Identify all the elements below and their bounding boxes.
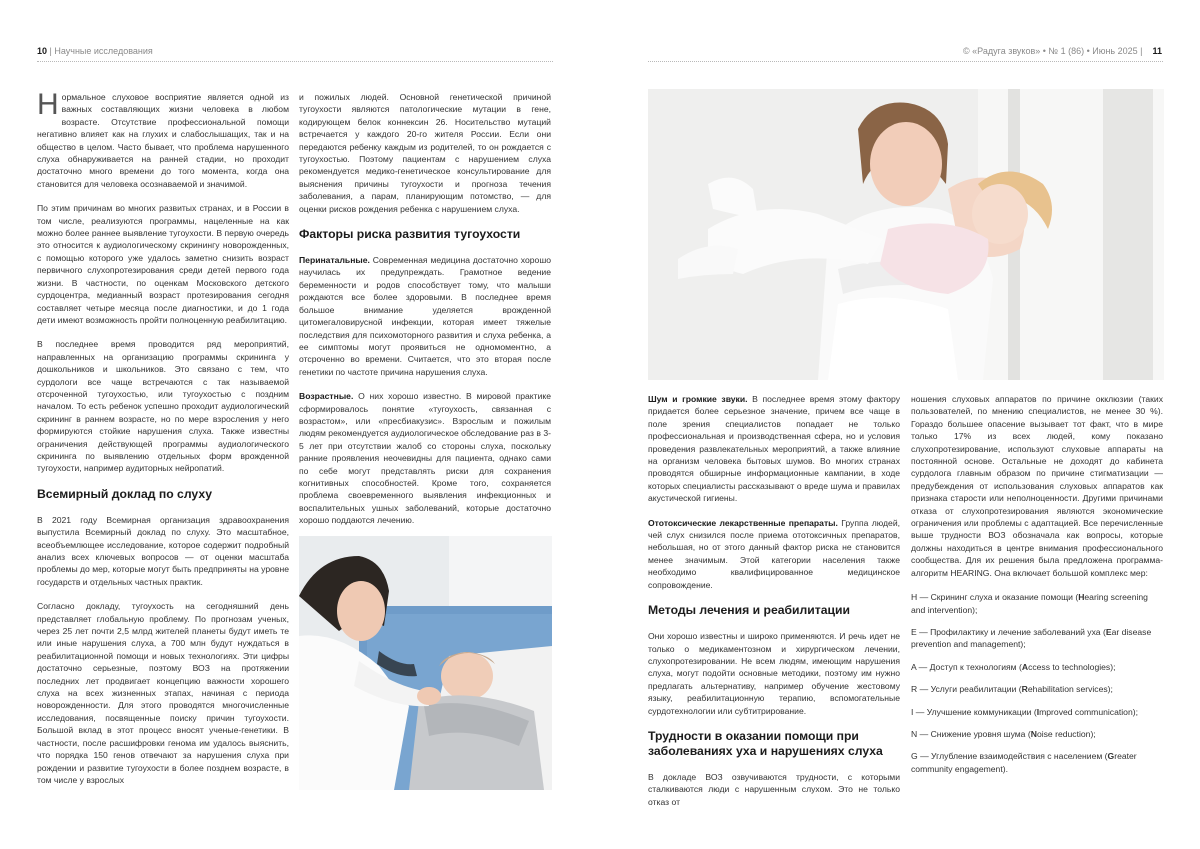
item-letter: R [1021, 684, 1028, 695]
section-heading-world-report: Всемирный доклад по слуху [37, 486, 213, 501]
paragraph: и пожилых людей. Основной генетической причиной тугоухости являются патологические мутации в гене, кодирующем белок коннексин 26. Носительство мутаций встречается у каждого 20-го жителя России. Если они передаются ребенку каждым из родителей, то он рождается с тугоухостью. Поэтому пациентам с нарушением слуха рекомендуется медико-генетическое консультирование для выяснения причины тугоухости и прогноза течения заболевания, а парам, планирующим потомство, — для оценки рисков рождения ребенка с нарушением слуха. [299, 92, 551, 214]
doctor-infant-illustration [299, 536, 552, 790]
hearing-item-a [911, 661, 1163, 673]
item-text: ehabilitation services); [1027, 684, 1113, 695]
hearing-item-i [911, 706, 1163, 718]
item-letter: A [1021, 661, 1029, 672]
photo-doctor-examining-infant [299, 536, 552, 790]
hearing-item-h [911, 591, 1163, 616]
paragraph-text: О них хорошо известно. В мировой практике сформировалось понятие «тугоухость, связанная с возрастом», или «пресбиакузис». Взрослым и пожилым людям рекомендуется аудиологическое обследование раз в 3-5 лет при отсутствии жалоб со стороны слуха, поскольку ранние проявления неочевидны для пациента, однако сами по себе могут представлять риски для сохранения когнитивных способностей. Кроме того, сохраняется проблема своевременного выявления инфекционных и воспалительных ушных заболеваний, которые достаточно хорошо поддаются лечению. [299, 391, 551, 526]
article-column-4 [911, 393, 1163, 785]
item-text: ccess to technologies); [1028, 661, 1116, 672]
paragraph: Они хорошо известны и широко применяются. И речь идет не только о медикаментозном и хирургическом лечении, слухопротезировании. Не всем людям, имеющим нарушения слуха, могут подойти основные методики, поэтому им нужно предлагать альтернативу, например обучение жестовому языку, реабилитационную терапию, вспомогательные сурдотехнологии или субтитрирование. [648, 631, 900, 716]
paragraph-noise [648, 393, 900, 505]
paragraph: ношения слуховых аппаратов по причине окклюзии (таких пользователей, по мнению специалистов, не менее 30 %). Гораздо большее опасение вызывает тот факт, что в мире только 17% из всех людей, кому показано слухопротезирование, используют слуховые аппараты на постоянной основе. Остальные не доходят до кабинета сурдолога главным образом по причине стигматизации — предубеждения от использования слуховых аппаратов как признака старости или неполноценности. Другими причинами отказа от слухопротезирования являются экономические ограничения или проблемы с адаптацией. Все перечисленные выше трудности ВОЗ обозначала как вопросы, которые должны находиться в центре внимания профессионального сообщества. Для их решения была предложена программа-алгоритм HEARING. Она включает большой комплекс мер: [911, 394, 1163, 578]
item-text: oise reduction); [1036, 728, 1096, 739]
item-text: mproved communication); [1039, 706, 1138, 717]
left-section-title: | Научные исследования [47, 46, 153, 56]
lead-in-ototoxic: Ототоксические лекарственные препараты. [648, 517, 838, 528]
item-text: I — Улучшение коммуникации ( [911, 706, 1037, 717]
article-column-3 [648, 393, 900, 808]
item-letter: H [1078, 592, 1085, 603]
paragraph-text: В последнее время этому фактору придается более серьезное значение, причем все чаще в поле зрения специалистов попадает не только профессиональная и производственная сфера, но и условия проведения развлекательных мероприятий, а также влияние на организм человека бытовых шумов. Во многих странах проводятся обширные информационные кампании, в ходе которых специалисты рассказывают о вреде шума и правилах акустической гигиены. [648, 394, 900, 504]
hearing-item-g [911, 750, 1163, 775]
right-running-header [963, 46, 1162, 56]
lead-in-noise: Шум и громкие звуки. [648, 394, 748, 404]
item-text: earing screening and intervention); [911, 592, 1148, 615]
item-text: reater community engagement). [911, 751, 1137, 774]
left-running-header [37, 46, 153, 56]
left-header-divider [37, 61, 553, 62]
item-text: H — Скрининг слуха и оказание помощи ( [911, 592, 1079, 603]
item-text: A — Доступ к технологиям ( [911, 661, 1022, 672]
paragraph-age [299, 390, 551, 526]
item-text: ar disease prevention and management); [911, 626, 1152, 650]
lead-in-perinatal: Перинатальные. [299, 255, 370, 266]
intro-text: ормальное слуховое восприятие является одной из важных составляющих жизни человека в любом возрасте. Отсутствие профессиональной помощи негативно влияет как на глухих и слабослышащих, так и на общество в целом. Часто бывает, что проблема нарушенного слуха обнаруживается на ранней стадии, но проходит достаточно много времени до того момента, когда она становится для человека осознаваемой и значимой. [37, 92, 289, 189]
drop-cap: Н [37, 88, 59, 121]
mother-child-illustration [648, 89, 1164, 380]
hearing-program-list [911, 591, 1163, 775]
hearing-item-r [911, 683, 1163, 695]
item-text: G — Углубление взаимодействия с населением ( [911, 751, 1108, 762]
hearing-item-n [911, 728, 1163, 740]
item-letter: I [1036, 706, 1040, 717]
item-text: N — Снижение уровня шума ( [911, 728, 1031, 739]
item-letter: G [1107, 751, 1115, 762]
paragraph: Согласно докладу, тугоухость на сегодняшний день представляет глобальную проблему. По прогнозам ученых, через 25 лет почти 2,5 млрд жителей планеты будут иметь те или иные нарушения слуха, а 700 млн будут нуждаться в реабилитационной помощи и новых технологиях. Эти цифры достаточно серьезные, поэтому ВОЗ на протяжении последних лет продвигает концепцию важности хорошего слуха на всех жизненных этапах, начиная с периода новорожденности. Для этого проводятся многочисленные исследования, посвященные поиску причин тугоухости. Большой вклад в этот процесс вносят ученые-генетики. В частности, после расшифровки генома им удалось выяснить, что порядка 150 генов отвечают за нарушения слуха при рождении и развитие тугоухости в более позднем возрасте, в том числе у взрослых [37, 601, 289, 785]
item-text: R — Услуги реабилитации ( [911, 684, 1022, 695]
paragraph: В последнее время проводится ряд мероприятий, направленных на организацию программы скрининга у дошкольников и школьников. Это связано с тем, что сурдологи все чаще встречаются с так называемой отсроченной тугоухостью, или тугоухостью с поздним началом. То есть ребенок успешно проходит аудиологический скрининг в раннем возрасте, но по мере взросления у него формируются стойкие нарушения слуха. Также известны ограничения действующей программы аудиологического скрининга по выявлению отдельных форм врожденной тугоухости, например аудиторных нейропатий. [37, 339, 289, 474]
article-column-1 [37, 88, 289, 786]
item-letter: N [1030, 728, 1037, 739]
section-heading-difficulties: Трудности в оказании помощи при заболеваниях уха и нарушениях слуха [648, 728, 883, 758]
right-page-number: 11 [1152, 46, 1162, 56]
left-page-number: 10 [37, 46, 48, 56]
intro-paragraph [37, 88, 289, 190]
paragraph-ototoxic [648, 517, 900, 591]
hearing-item-e [911, 626, 1163, 651]
paragraph-perinatal [299, 254, 551, 378]
section-heading-risk-factors: Факторы риска развития тугоухости [299, 227, 521, 242]
lead-in-age: Возрастные. [299, 391, 354, 402]
section-heading-treatment: Методы лечения и реабилитации [648, 603, 851, 618]
paragraph-text: Современная медицина достаточно хорошо научилась их предупреждать. Грамотное ведение беременности и родов способствует тому, что малыши рождаются все более здоровыми. В последнее время большое внимание уделяется врожденной цитомегаловирусной инфекции, которая имеет тяжелые последствия для психомоторного развития и слуха ребенка, а ее симптомы могут проявиться не одномоментно, а отсроченно во времени. Считается, что это вторая после генетики по частоте причина нарушения слуха. [299, 255, 551, 377]
item-letter: E [1105, 626, 1112, 637]
paragraph-text: Группа людей, чей слух снизился после приема ототоксичных препаратов, небольшая, но от этого данный фактор риска не становится менее значимым. Этой категории населения также необходимо квалифицированное медицинское сопровождение. [648, 517, 901, 590]
paragraph: В 2021 году Всемирная организация здравоохранения выпустила Всемирный доклад по слуху. Это масштабное, всеобъемлющее исследование, которое содержит подробный анализ всех ключевых вопросов — от оценки масштаба проблемы до мер, которые могут быть предприняты на уровне государств и отдельных частных практик. [37, 514, 289, 587]
item-text: E — Профилактику и лечение заболеваний уха ( [911, 626, 1106, 637]
article-column-2 [299, 91, 551, 527]
right-header-divider [648, 61, 1163, 62]
photo-mother-with-child [648, 89, 1164, 380]
magazine-issue-meta: © «Радуга звуков» • № 1 (86) • Июнь 2025 | [963, 46, 1143, 56]
paragraph: По этим причинам во многих развитых странах, и в России в том числе, реализуются программы, нацеленные на как можно более раннее выявление тугоухости. В первую очередь это относится к аудиологическому скринингу новорожденных, с помощью которого уже удалось заметно снизить возраст первичного слухопротезирования среди детей первого года жизни. В частности, по оценкам Московского детского сурдоцентра, медианный возраст протезирования сегодня составляет четыре месяца после диагностики, и до 1 года дети имеют возможность пройти полноценную реабилитацию. [37, 203, 289, 325]
paragraph: В докладе ВОЗ озвучиваются трудности, с которыми сталкиваются люди с нарушенным слухом. Это не только отказ от [648, 771, 900, 807]
